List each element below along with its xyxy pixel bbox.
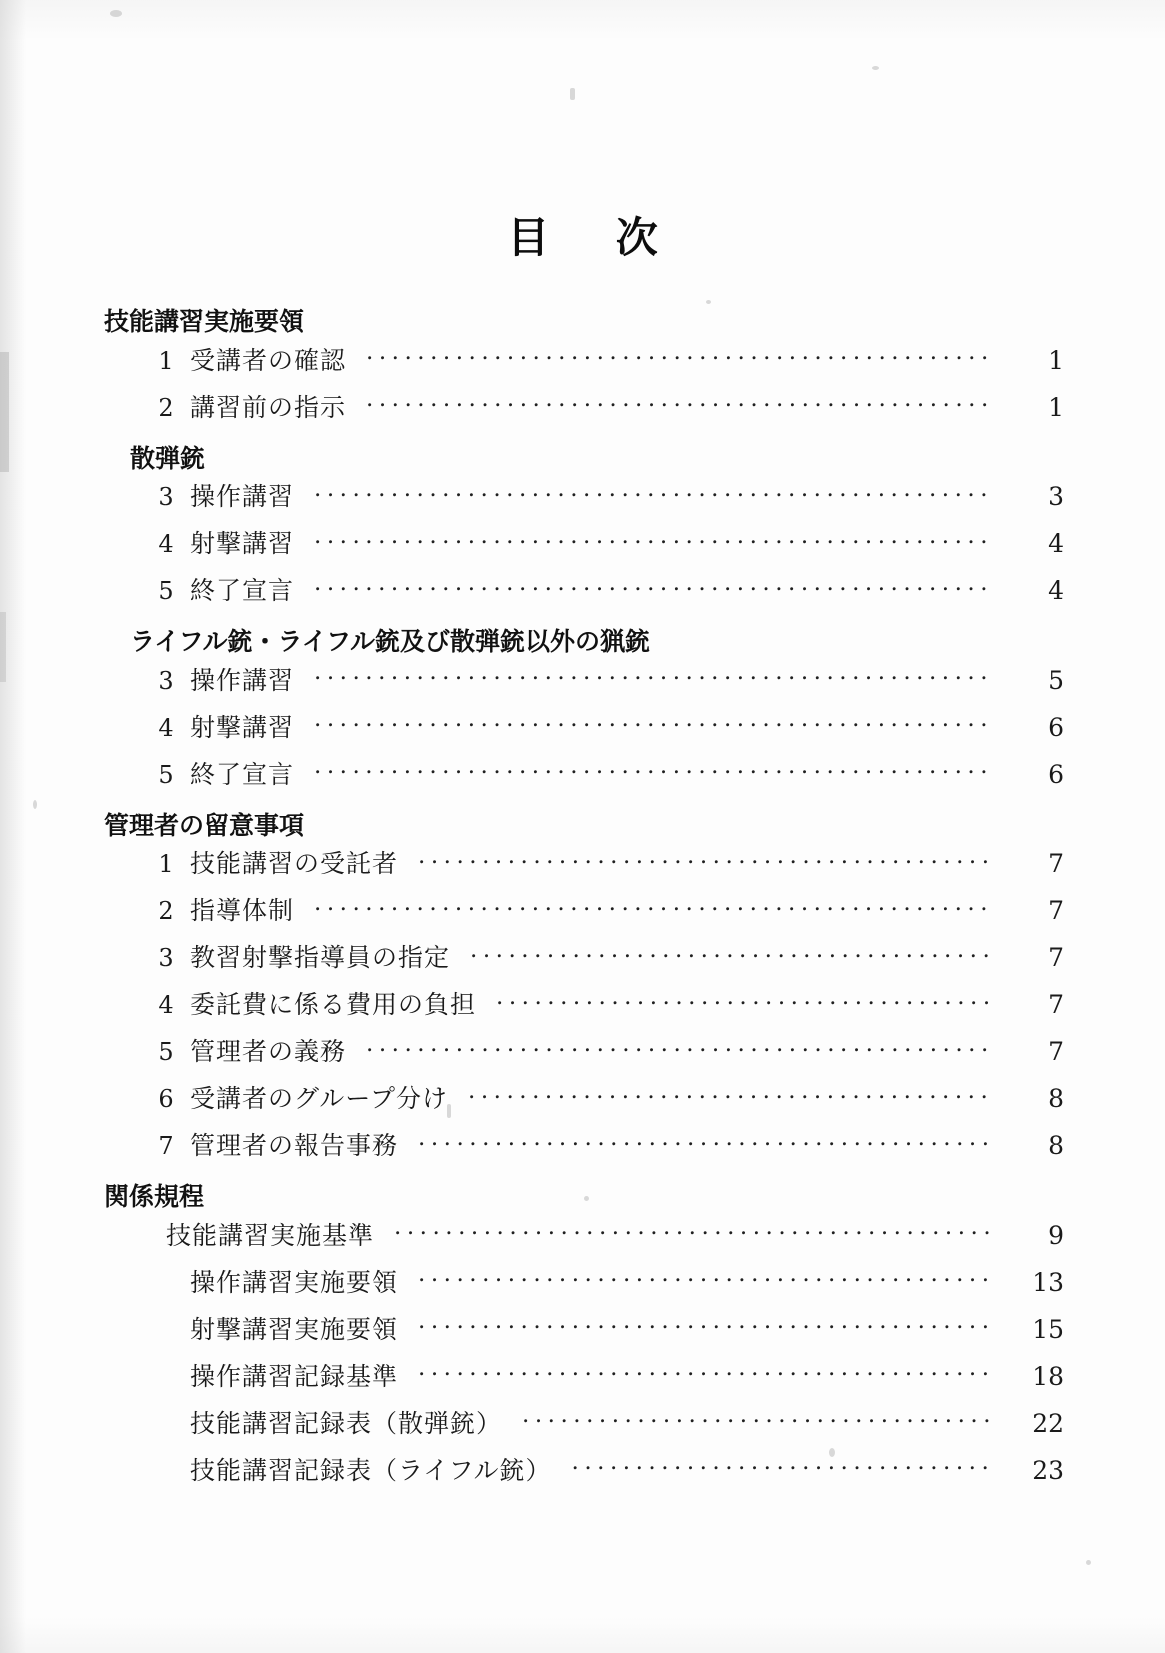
toc-entry-page-number: 13 [1032,1267,1064,1297]
toc-entry[interactable] [190,1313,1064,1360]
toc-entry-page-number: 1 [1048,345,1064,375]
toc-entry-page-number: 8 [1048,1131,1064,1160]
toc-entry-label: 管理者の義務 [190,1037,347,1066]
dot-leader [572,1454,992,1479]
toc-entry-label: 操作講習記録基準 [190,1361,399,1391]
toc-entry-page-number: 7 [1048,1037,1064,1066]
toc-entry-page-number: 4 [1048,529,1064,558]
toc-entry-page-number: 8 [1048,1084,1064,1113]
toc-entry-label: 技能講習の受託者 [190,849,399,878]
toc-entry-label: 操作講習 [190,665,295,695]
toc-entry[interactable] [142,344,1064,391]
toc-entry[interactable] [190,1407,1064,1454]
toc-entry-label: 技能講習記録表（ライフル銃） [190,1455,552,1485]
toc-entry-page-number: 1 [1048,392,1064,422]
section-heading: 関係規程 [104,1182,205,1211]
toc-entry-number: 1 [158,850,174,878]
toc-entry[interactable] [190,1360,1064,1407]
dot-leader [522,1407,992,1432]
dot-leader [366,1035,992,1060]
toc-entry-label: 委託費に係る費用の負担 [190,990,477,1019]
dot-leader [418,847,992,872]
toc-entry[interactable] [142,480,1064,527]
toc-entry-label: 管理者の報告事務 [190,1131,399,1160]
toc-entry-number: 7 [158,1132,174,1160]
toc-entry[interactable] [142,758,1064,805]
dot-leader [366,344,992,369]
dot-leader [470,941,992,966]
toc-entry-number: 4 [158,713,174,742]
dot-leader [314,527,992,552]
toc-entry-label: 受講者のグループ分け [190,1084,449,1113]
dot-leader [314,711,992,736]
dot-leader [366,391,992,416]
section-heading: 散弾銃 [130,443,206,473]
toc-entry[interactable] [142,1035,1064,1082]
dot-leader [496,988,992,1013]
toc-entry-label: 射撃講習 [190,529,295,558]
toc-entry[interactable] [142,574,1064,621]
toc-entry[interactable] [142,894,1064,941]
toc-entry-number: 4 [158,530,174,558]
dot-leader [394,1219,992,1244]
toc-entry-label: 教習射撃指導員の指定 [190,943,451,972]
dot-leader [314,758,992,783]
toc-entry-page-number: 15 [1032,1314,1064,1344]
scan-edge-artifact [0,612,6,682]
toc-entry[interactable] [142,1082,1064,1129]
toc-entry[interactable] [166,1219,1064,1266]
toc-entry[interactable] [142,941,1064,988]
scan-speck [1086,1560,1091,1565]
dot-leader [314,480,992,505]
toc-entry-page-number: 18 [1032,1361,1064,1391]
toc-entry[interactable] [142,711,1064,758]
dot-leader [418,1129,992,1154]
toc-entry[interactable] [142,1129,1064,1176]
toc-entry-number: 5 [158,1038,174,1066]
toc-entry-number: 6 [158,1085,174,1113]
section-heading: 技能講習実施要領 [104,307,305,336]
dot-leader [418,1313,992,1338]
toc-entry[interactable] [142,527,1064,574]
toc-entry-page-number: 6 [1048,712,1064,742]
toc-entry-label: 指導体制 [190,896,295,925]
toc-entry-label: 技能講習実施基準 [166,1220,375,1250]
section-entry-list [104,1219,1064,1501]
section-heading: ライフル銃・ライフル銃及び散弾銃以外の猟銃 [130,627,651,656]
page-title: 目 次 [507,213,684,262]
dot-leader [418,1266,992,1291]
dot-leader [418,1360,992,1385]
toc-entry-page-number: 22 [1032,1408,1064,1438]
section-entry-list [104,480,1064,621]
toc-entry[interactable] [190,1266,1064,1313]
section-entry-list [104,344,1064,438]
toc-entry-number: 1 [158,346,174,375]
toc-entry-page-number: 5 [1048,665,1064,695]
toc-entry[interactable] [142,988,1064,1035]
toc-entry-label: 講習前の指示 [190,392,347,422]
toc-entry-label: 射撃講習 [190,712,295,742]
toc-entry-label: 技能講習記録表（散弾銃） [190,1408,503,1438]
toc-entry-number: 3 [158,483,174,511]
scan-speck [706,300,711,304]
scan-speck [33,800,37,809]
toc-entry[interactable] [190,1454,1064,1501]
toc-entry-page-number: 6 [1048,759,1064,789]
toc-entry[interactable] [142,391,1064,438]
dot-leader [314,664,992,689]
section-entry-list [104,847,1064,1176]
dot-leader [314,574,992,599]
toc-entry-number: 2 [158,897,174,925]
scan-edge-artifact [0,352,9,472]
section-heading: 管理者の留意事項 [104,810,305,840]
toc-entry-page-number: 7 [1048,849,1064,878]
toc-entry-page-number: 23 [1032,1455,1064,1485]
section-entry-list [104,664,1064,805]
toc-entry-label: 受講者の確認 [190,345,347,375]
toc-entry-page-number: 7 [1048,990,1064,1019]
toc-entry-label: 操作講習 [190,482,295,511]
scan-speck [570,88,575,100]
toc-entry-page-number: 4 [1048,576,1064,605]
toc-entry-number: 5 [158,760,174,789]
toc-entry-label: 終了宣言 [190,759,295,789]
toc-entry-number: 3 [158,944,174,972]
scan-speck [110,10,122,17]
dot-leader [314,894,992,919]
toc-entry-label: 終了宣言 [190,576,295,605]
toc-entry-page-number: 7 [1048,943,1064,972]
toc-entry-label: 射撃講習実施要領 [190,1314,399,1344]
dot-leader [468,1082,992,1107]
toc-entry-page-number: 3 [1048,482,1064,511]
toc-entry-page-number: 7 [1048,896,1064,925]
toc-entry[interactable] [142,664,1064,711]
table-of-contents [104,305,1064,1505]
toc-entry-number: 2 [158,393,174,422]
toc-entry[interactable] [142,847,1064,894]
toc-entry-number: 3 [158,666,174,695]
toc-entry-label: 操作講習実施要領 [190,1267,399,1297]
toc-entry-number: 5 [158,577,174,605]
scan-speck [872,66,879,70]
toc-entry-page-number: 9 [1048,1220,1064,1250]
toc-entry-number: 4 [158,991,174,1019]
